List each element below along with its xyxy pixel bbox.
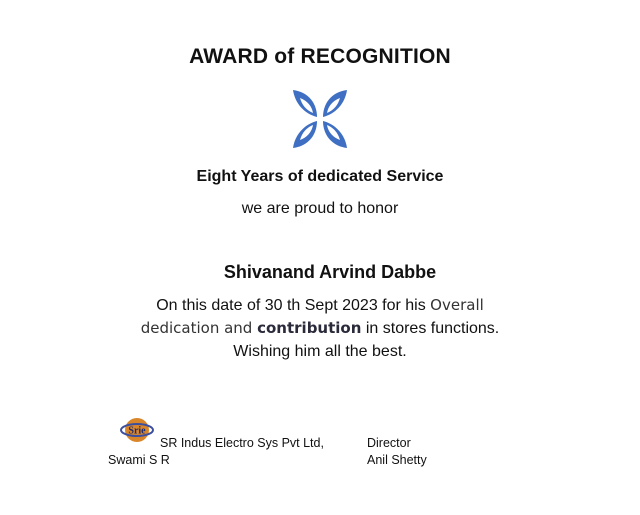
emblem-logo-icon bbox=[287, 88, 353, 150]
citation-line-3: Wishing him all the best. bbox=[233, 343, 407, 360]
citation-line-1 bbox=[60, 294, 580, 317]
award-citation bbox=[60, 294, 580, 363]
citation-line-2 bbox=[60, 317, 580, 340]
signer-left-name: Swami S R bbox=[108, 453, 170, 467]
company-name: SR Indus Electro Sys Pvt Ltd, bbox=[160, 436, 324, 450]
signer-right-role: Director bbox=[367, 436, 411, 450]
citation-text: in stores functions. bbox=[361, 320, 500, 337]
company-logo-text: Srie bbox=[128, 425, 146, 437]
recipient-name: Shivanand Arvind Dabbe bbox=[223, 262, 437, 282]
citation-text: Overall bbox=[430, 296, 484, 314]
certificate-title: AWARD of RECOGNITION bbox=[189, 45, 451, 68]
citation-text: contribution bbox=[257, 319, 362, 337]
citation-text: On this date of 30 th Sept 2023 for his bbox=[156, 297, 431, 314]
company-logo-icon bbox=[120, 415, 154, 445]
award-subtitle: Eight Years of dedicated Service bbox=[196, 168, 444, 185]
signer-right-name: Anil Shetty bbox=[367, 453, 427, 467]
citation-text: dedication and bbox=[140, 319, 258, 337]
honor-line: we are proud to honor bbox=[241, 200, 399, 217]
